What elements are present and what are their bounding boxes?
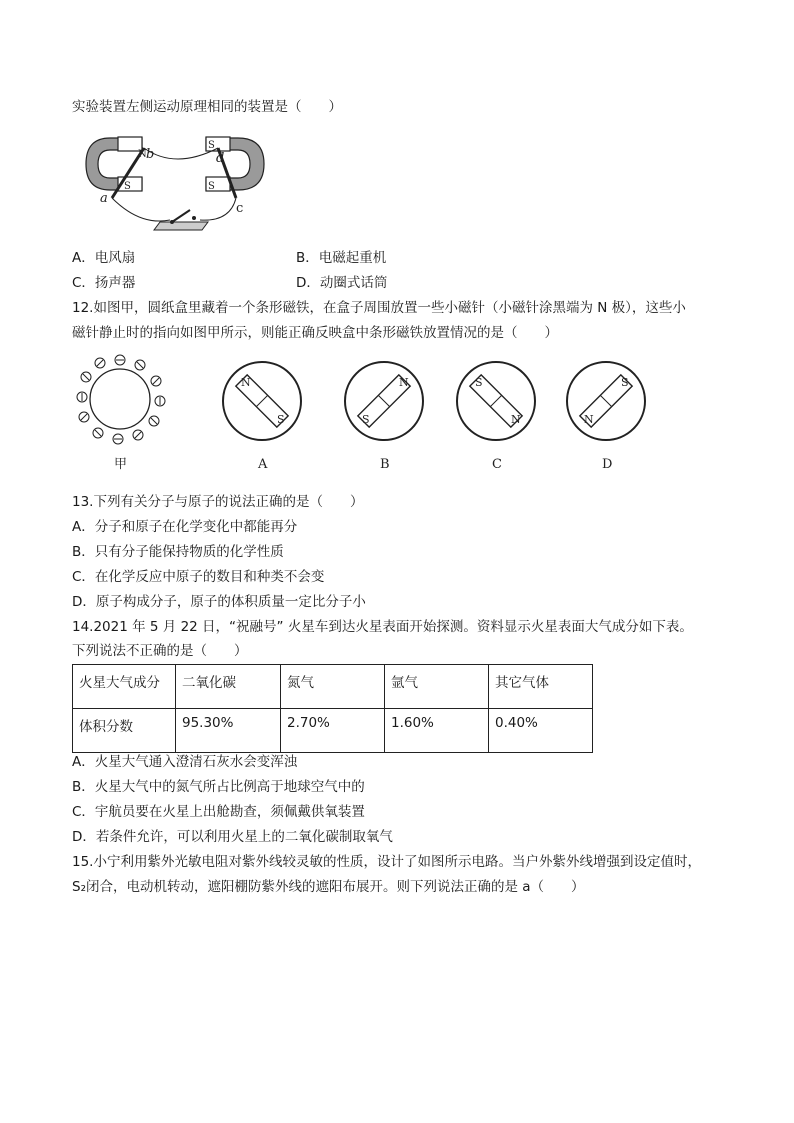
q11-label-b: b xyxy=(146,147,155,162)
q15-stem-line2: S₂闭合，电动机转动，遮阳棚防紫外线的遮阳布展开。则下列说法正确的是 a（ ） xyxy=(72,879,585,895)
q11-option-c[interactable]: C．扬声器 xyxy=(72,275,136,291)
q12-caption-d: D xyxy=(602,457,613,472)
q11-label-n2: S xyxy=(208,140,215,151)
q12-c-pole-s: S xyxy=(475,376,483,389)
q14-option-a[interactable]: A．火星大气通入澄清石灰水会变浑浊 xyxy=(72,754,298,770)
table-header-cell: 氮气 xyxy=(281,665,385,709)
q12-b-pole-s: S xyxy=(362,413,370,426)
q11-option-a[interactable]: A．电风扇 xyxy=(72,250,136,266)
q11-label-a: a xyxy=(100,191,108,206)
table-cell: 1.60% xyxy=(385,709,489,753)
q13-option-c[interactable]: C．在化学反应中原子的数目和种类不会变 xyxy=(72,569,325,585)
q13-stem: 13.下列有关分子与原子的说法正确的是（ ） xyxy=(72,494,364,510)
q12-caption-b: B xyxy=(380,457,390,472)
q11-option-d[interactable]: D．动圈式话筒 xyxy=(296,275,388,291)
q12-a-pole-s: S xyxy=(277,413,285,426)
q11-stem: 实验装置左侧运动原理相同的装置是（ ） xyxy=(72,99,342,115)
q12-a-pole-n: N xyxy=(241,376,251,389)
q14-option-b[interactable]: B．火星大气中的氮气所占比例高于地球空气中的 xyxy=(72,779,365,795)
mars-atmosphere-table xyxy=(72,664,593,753)
q11-label-d: d xyxy=(216,151,225,166)
q12-stem-line2: 磁针静止时的指向如图甲所示，则能正确反映盒中条形磁铁放置情况的是（ ） xyxy=(72,325,558,341)
q12-b-pole-n: N xyxy=(399,376,409,389)
q11-label-s1: S xyxy=(124,181,131,192)
table-header-cell: 氩气 xyxy=(385,665,489,709)
q14-stem-line1: 14.2021 年 5 月 22 日，“祝融号” 火星车到达火星表面开始探测。资料显示火星表面大气成分如下表。 xyxy=(72,619,693,635)
table-cell: 0.40% xyxy=(489,709,593,753)
q15-stem-line1: 15.小宁利用紫外光敏电阻对紫外线较灵敏的性质，设计了如图所示电路。当户外紫外线增强到设定值时， xyxy=(72,854,701,870)
table-header-cell: 二氧化碳 xyxy=(176,665,281,709)
table-cell: 95.30% xyxy=(176,709,281,753)
q12-figure xyxy=(78,355,718,475)
q12-caption-c: C xyxy=(492,457,502,472)
q13-option-b[interactable]: B．只有分子能保持物质的化学性质 xyxy=(72,544,284,560)
q13-option-d[interactable]: D．原子构成分子，原子的体积质量一定比分子小 xyxy=(72,594,366,610)
q11-option-b[interactable]: B．电磁起重机 xyxy=(296,250,387,266)
q14-option-d[interactable]: D．若条件允许，可以利用火星上的二氧化碳制取氧气 xyxy=(72,829,393,845)
table-header-cell: 其它气体 xyxy=(489,665,593,709)
q14-stem-line2: 下列说法不正确的是（ ） xyxy=(72,643,248,659)
q11-label-n1: N xyxy=(138,149,147,160)
table-header-row xyxy=(73,665,593,709)
q12-d-pole-n: N xyxy=(584,413,594,426)
table-cell: 体积分数 xyxy=(73,709,176,753)
q12-stem-line1: 12.如图甲，圆纸盒里藏着一个条形磁铁，在盒子周围放置一些小磁针（小磁针涂黑端为 N 极），这些小 xyxy=(72,300,686,316)
table-row xyxy=(73,709,593,753)
q11-figure xyxy=(80,130,280,240)
q12-caption-a: A xyxy=(258,457,268,472)
table-header-cell: 火星大气成分 xyxy=(73,665,176,709)
q14-option-c[interactable]: C．宇航员要在火星上出舱勘查，须佩戴供氧装置 xyxy=(72,804,365,820)
q12-d-pole-s: S xyxy=(621,376,629,389)
q13-option-a[interactable]: A．分子和原子在化学变化中都能再分 xyxy=(72,519,298,535)
q11-label-s2: S xyxy=(208,181,215,192)
q11-label-c: c xyxy=(236,201,244,216)
table-cell: 2.70% xyxy=(281,709,385,753)
q12-caption-jia: 甲 xyxy=(114,457,128,472)
q12-c-pole-n: N xyxy=(511,413,521,426)
